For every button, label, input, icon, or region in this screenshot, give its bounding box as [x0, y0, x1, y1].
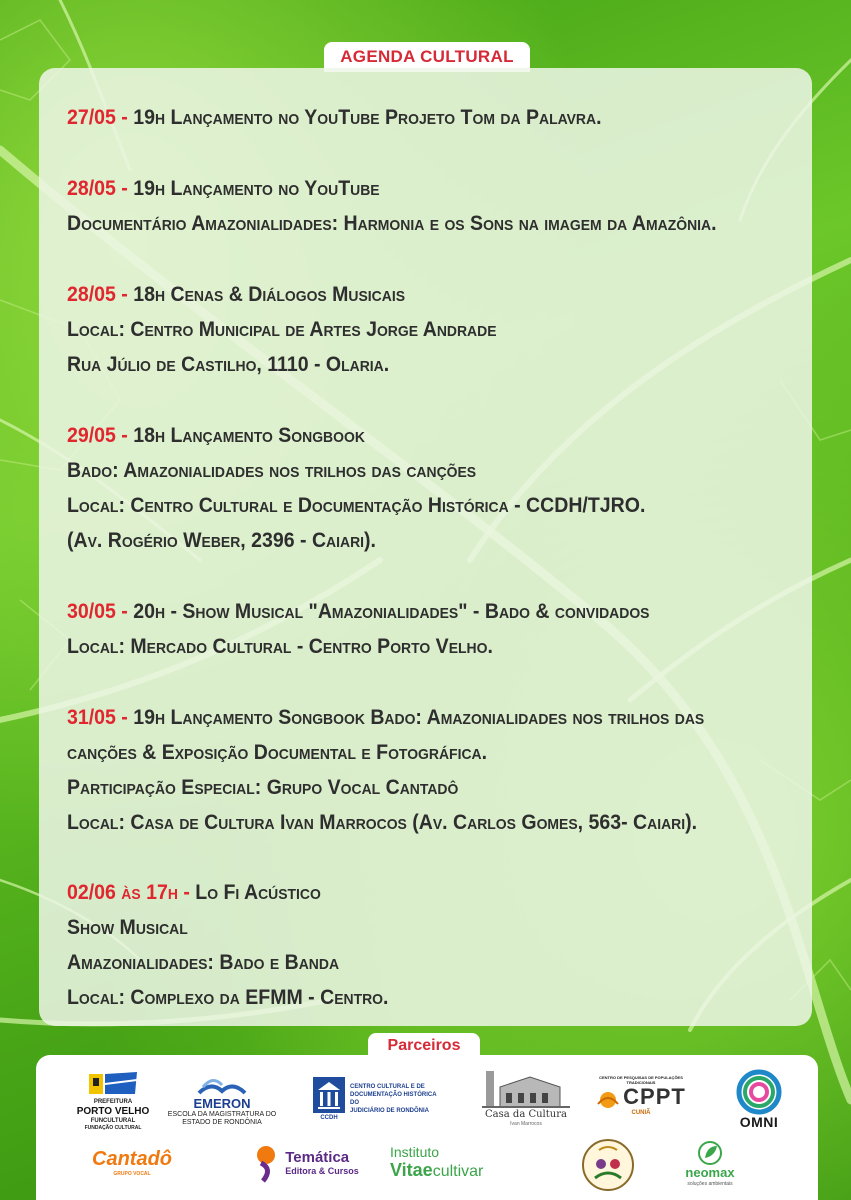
omni-swirl-icon: [732, 1069, 786, 1115]
event-line: [67, 418, 746, 453]
event-date: 27/05 -: [67, 106, 128, 129]
event-line: Show Musical: [67, 916, 188, 939]
neomax-logo: neomax soluções ambientais: [672, 1139, 748, 1189]
event-date: 30/05 -: [67, 600, 128, 623]
event-line: Documentário Amazonialidades: Harmonia e os Sons na imagem da Amazônia.: [67, 212, 717, 235]
ccdh-logo: CCDH CENTRO CULTURAL E DE DOCUMENTAÇÃO HISTÓRICA DO JUDICIÁRIO DE RONDÔNIA: [312, 1069, 442, 1129]
event-line: [67, 100, 746, 135]
cantado-logo: Cantadô GRUPO VOCAL: [92, 1148, 172, 1177]
circular-seal-logo: [576, 1137, 640, 1193]
tematica-symbol-icon: [251, 1143, 281, 1183]
event-line: Local: Casa de Cultura Ivan Marrocos (Av. Carlos Gomes, 563- Caiari).: [67, 811, 698, 834]
agenda-title: AGENDA CULTURAL: [324, 42, 530, 72]
event-line: Amazonialidades: Bado e Banda: [67, 951, 340, 974]
event-item: [67, 875, 797, 1015]
event-line: [67, 875, 746, 910]
event-line: Local: Mercado Cultural - Centro Porto Velho.: [67, 635, 493, 658]
event-item: [67, 418, 797, 558]
event-item: [67, 171, 797, 241]
event-line: (Av. Rogério Weber, 2396 - Caiari).: [67, 529, 376, 552]
flag-icon: [85, 1070, 141, 1098]
event-date: 28/05 -: [67, 177, 128, 200]
tematica-logo: Temática Editora & Cursos: [242, 1141, 368, 1185]
partners-panel: [36, 1055, 818, 1200]
open-book-icon: [195, 1073, 249, 1097]
sun-icon: [596, 1086, 620, 1108]
event-date: 02/06 às 17h -: [67, 881, 190, 904]
partners-title: Parceiros: [368, 1033, 480, 1059]
event-text: 19h Lançamento no YouTube: [133, 177, 380, 200]
event-line: Local: Centro Municipal de Artes Jorge Andrade: [67, 318, 497, 341]
event-item: [67, 594, 797, 664]
event-text: 19h Lançamento Songbook Bado: Amazonialidades nos trilhos das: [133, 706, 705, 729]
building-icon: [480, 1069, 572, 1109]
event-line: [67, 277, 746, 312]
event-date: 31/05 -: [67, 706, 128, 729]
event-text: 18h Cenas & Diálogos Musicais: [133, 283, 406, 306]
prefeitura-logo: PREFEITURA PORTO VELHO FUNCULTURAL FUNDAÇÃO CULTURAL: [72, 1067, 154, 1133]
event-item: [67, 700, 797, 840]
event-line: canções & Exposição Documental e Fotográfica.: [67, 741, 488, 764]
leaf-icon: [695, 1140, 725, 1166]
event-date: 28/05 -: [67, 283, 128, 306]
omni-logo: OMNI: [724, 1063, 794, 1135]
seal-icon: [581, 1138, 635, 1192]
casa-da-cultura-logo: Casa da Cultura Ivan Marrocos: [476, 1067, 576, 1129]
event-line: [67, 700, 746, 735]
event-item: [67, 277, 797, 382]
event-text: 19h Lançamento no YouTube Projeto Tom da Palavra.: [133, 106, 602, 129]
event-text: 18h Lançamento Songbook: [133, 424, 365, 447]
event-line: [67, 594, 746, 629]
event-text: Lo Fi Acústico: [189, 881, 321, 904]
event-line: Local: Complexo da EFMM - Centro.: [67, 986, 389, 1009]
emeron-logo: EMERON ESCOLA DA MAGISTRATURA DO ESTADO DE RONDÔNIA: [164, 1067, 280, 1133]
event-item: [67, 100, 797, 135]
event-text: 20h - Show Musical "Amazonialidades" - Bado & convidados: [127, 600, 650, 623]
cppt-logo: CENTRO DE PESQUISAS DE POPULAÇÕES TRADICIONAIS CPPT CUNIÃ: [591, 1067, 691, 1125]
vitae-cultivar-logo: Instituto Vitae cultivar: [390, 1143, 484, 1180]
building-columns-icon: [312, 1076, 346, 1114]
event-date: 29/05 -: [67, 424, 128, 447]
event-line: Bado: Amazonialidades nos trilhos das canções: [67, 459, 477, 482]
event-line: Participação Especial: Grupo Vocal Cantadô: [67, 776, 459, 799]
event-line: Local: Centro Cultural e Documentação Histórica - CCDH/TJRO.: [67, 494, 646, 517]
event-line: [67, 171, 746, 206]
event-line: Rua Júlio de Castilho, 1110 - Olaria.: [67, 353, 390, 376]
